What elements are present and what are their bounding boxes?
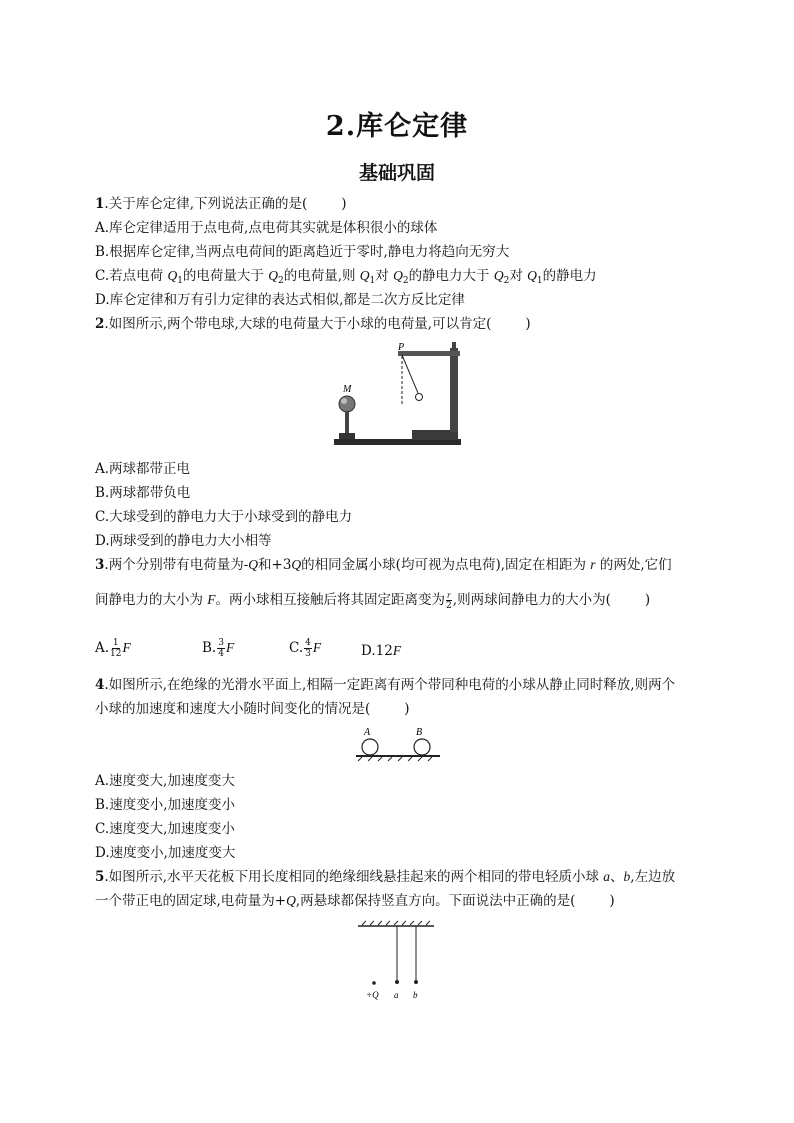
stand-arm xyxy=(398,351,460,356)
label-m: M xyxy=(343,384,352,395)
ball-b xyxy=(414,739,430,755)
q3-option-a: A. $\frac{1}{12}$ F xyxy=(95,638,131,659)
ball-a xyxy=(395,980,399,984)
q1-option-c: C.若点电荷 $Q_1$的电荷量大于 $Q_2$的电荷量,则 $Q_1$对 $Q_2$的静电力大于 $Q_2$对 $Q_1$的静电力 xyxy=(95,268,597,286)
q2-number: 2 xyxy=(95,316,105,332)
big-ball-m xyxy=(339,396,355,412)
q3-stem-line2: 间静电力的大小为 F。两小球相互接触后将其固定距离变为 $\frac{r}{2}$ ,则两球间静电力的大小为( ) xyxy=(95,590,651,611)
q1-close: ) xyxy=(341,196,347,212)
label-b: B xyxy=(416,727,423,738)
q4-option-d: D.速度变小,加速度变大 xyxy=(95,845,236,861)
q5-stem-line2: 一个带正电的固定球,电荷量为+Q,两悬球都保持竖直方向。下面说法中正确的是( ) xyxy=(95,893,615,909)
q2-option-c: C.大球受到的静电力大于小球受到的静电力 xyxy=(95,509,353,525)
stand-pole xyxy=(450,348,458,432)
ball-b xyxy=(414,980,418,984)
q1-number: 1 xyxy=(95,196,105,212)
q3-option-d: D.12F xyxy=(361,643,402,659)
q1-stem xyxy=(95,195,347,213)
fixed-charge xyxy=(372,981,376,985)
q3-stem-line1: 3.两个分别带有电荷量为-Q和+3Q的相同金属小球(均可视为点电荷),固定在相距为 r 的两处,它们 xyxy=(95,557,672,573)
q3-option-b: B. $\frac{3}{4}$ F xyxy=(202,638,235,659)
q2-stem: 2.如图所示,两个带电球,大球的电荷量大于小球的电荷量,可以肯定( ) xyxy=(95,316,531,332)
q1-option-a: A.库仑定律适用于点电荷,点电荷其实就是体积很小的球体 xyxy=(95,220,438,236)
q2-option-d: D.两球受到的静电力大小相等 xyxy=(95,533,272,549)
ball-a xyxy=(362,739,378,755)
q1-stem-text: .关于库仑定律,下列说法正确的是( xyxy=(104,196,308,212)
q1-option-b: B.根据库仑定律,当两点电荷间的距离趋近于零时,静电力将趋向无穷大 xyxy=(95,244,510,260)
q4-stem-line1: 4.如图所示,在绝缘的光滑水平面上,相隔一定距离有两个带同种电荷的小球从静止同时释放,则两个 xyxy=(95,677,676,693)
label-a: A xyxy=(364,727,371,738)
q5-figure-hanging-balls xyxy=(356,920,436,1004)
ball-rod xyxy=(345,411,349,433)
label-b: b xyxy=(413,990,418,1000)
q2-option-a: A.两球都带正电 xyxy=(95,461,191,477)
q2-option-b: B.两球都带负电 xyxy=(95,485,191,501)
q4-figure-balls xyxy=(352,724,444,762)
label-p: P xyxy=(398,342,405,353)
label-plus-q: +Q xyxy=(366,990,379,1000)
q4-option-a: A.速度变大,加速度变大 xyxy=(95,773,235,789)
q1-option-d: D.库仑定律和万有引力定律的表达式相似,都是二次方反比定律 xyxy=(95,292,465,308)
small-ball xyxy=(416,394,423,401)
page-title: 2.库仑定律 xyxy=(325,111,469,142)
thread xyxy=(402,355,418,393)
q4-option-b: B.速度变小,加速度变小 xyxy=(95,797,236,813)
section-subtitle: 基础巩固 xyxy=(358,162,435,184)
q3-option-c: C. $\frac{4}{3}$ F xyxy=(289,638,322,659)
q4-stem-line2: 小球的加速度和速度大小随时间变化的情况是( ) xyxy=(95,701,410,717)
q4-option-c: C.速度变大,加速度变小 xyxy=(95,821,235,837)
q5-stem-line1: 5.如图所示,水平天花板下用长度相同的绝缘细线悬挂起来的两个相同的带电轻质小球 a、b,左边放 xyxy=(95,869,676,885)
label-a: a xyxy=(394,990,399,1000)
q2-figure-electroscope xyxy=(330,338,466,452)
